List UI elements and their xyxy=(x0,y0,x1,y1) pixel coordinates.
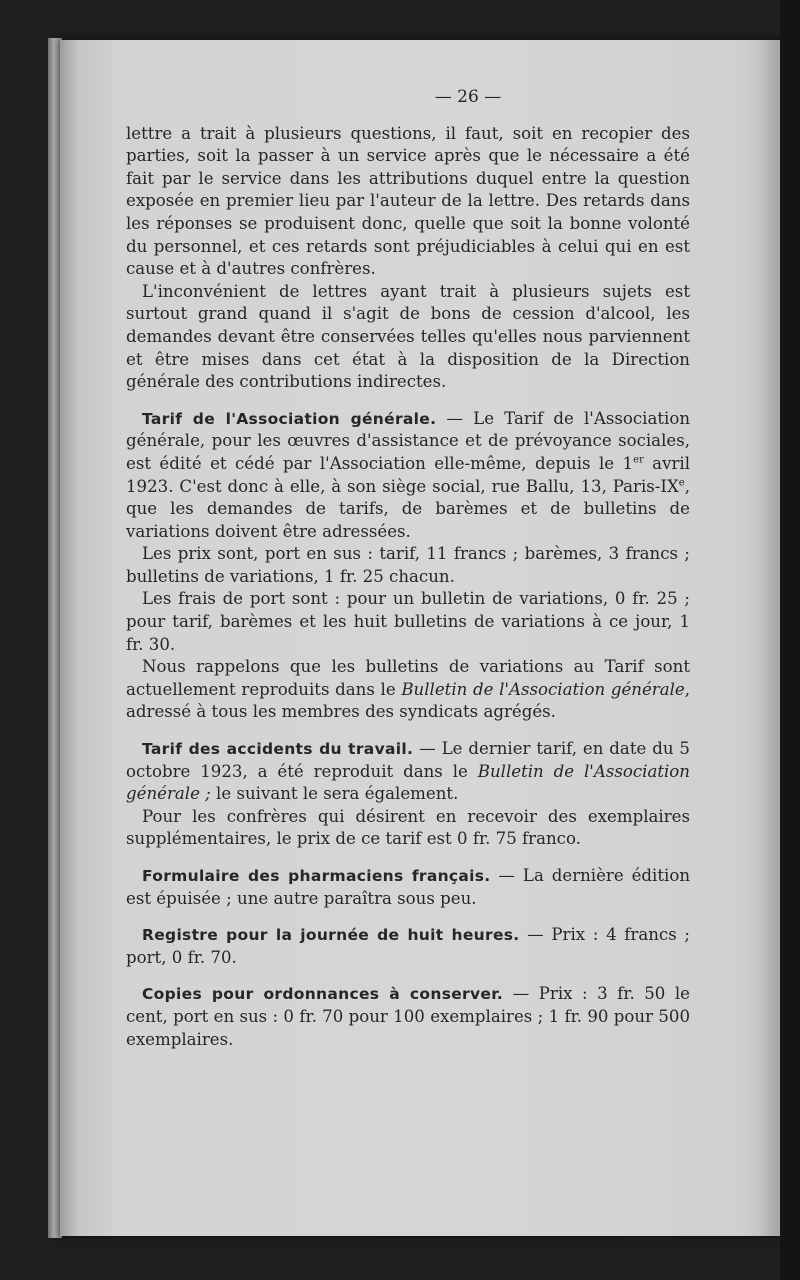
copies-heading: Copies pour ordonnances à conserver. xyxy=(142,985,504,1004)
tarif-accidents-paragraph-2: Pour les confrères qui désirent en recevoir des exemplaires supplémentaires, le prix de ce tarif est 0 fr. 75 franco. xyxy=(126,806,690,849)
section-tarif-association xyxy=(126,408,690,724)
registre-heading: Registre pour la journée de huit heures. xyxy=(142,926,520,945)
ordinal-er: er xyxy=(633,454,644,466)
bulletin-note-text-a: Nous rappelons que les bulletins de variations au Tarif sont actuellement reproduits dans le xyxy=(126,657,690,699)
tarif-accidents-paragraph-1 xyxy=(126,738,690,806)
page-number: — 26 — xyxy=(434,87,502,107)
tarif-association-shipping: Les frais de port sont : pour un bulletin de variations, 0 fr. 25 ; pour tarif, barèmes et les huit bulletins de variations à ce jour, 1 fr. 30. xyxy=(126,589,690,654)
tarif-association-paragraph-1 xyxy=(126,408,690,544)
tarif-association-prices: Les prix sont, port en sus : tarif, 11 francs ; barèmes, 3 francs ; bulletins de variations, 1 fr. 25 chacun. xyxy=(126,544,690,586)
section-tarif-accidents xyxy=(126,738,690,851)
tarif-accidents-bulletin-title: Bulletin de l'Association générale ; xyxy=(126,761,690,804)
tarif-association-bulletin-note xyxy=(126,656,690,724)
tarif-association-text-c: , que les demandes de tarifs, de barèmes et de bulletins de variations doivent être adressées. xyxy=(126,476,690,541)
section-formulaire xyxy=(126,865,690,910)
book-spine xyxy=(780,0,800,1280)
copies-text: — Prix : 3 fr. 50 le cent, port en sus : 0 fr. 70 pour 100 exemplaires ; 1 fr. 90 pour 500 exemplaires. xyxy=(126,984,690,1049)
section-copies xyxy=(126,983,690,1051)
tarif-association-text-b: avril 1923. C'est donc à elle, à son siège social, rue Ballu, 13, Paris-IX xyxy=(126,453,691,496)
formulaire-text: — La dernière édition est épuisée ; une autre paraîtra sous peu. xyxy=(126,866,691,908)
tarif-association-text-a: — Le Tarif de l'Association générale, pour les œuvres d'assistance et de prévoyance sociales, est édité et cédé par l'Association elle-même, depuis le 1 xyxy=(126,408,691,473)
formulaire-paragraph xyxy=(126,865,690,910)
registre-paragraph xyxy=(126,924,690,969)
section-registre xyxy=(126,924,690,969)
tarif-accidents-heading: Tarif des accidents du travail. xyxy=(142,740,414,759)
intro-paragraph-1: lettre a trait à plusieurs questions, il faut, soit en recopier des parties, soit la passer à un service après que le nécessaire a été fait par le service dans les attributions duquel entre la question exposée en premier lieu par l'auteur de la lettre. Des retards dans les réponses se produisent donc, quelle que soit la bonne volonté du personnel, et ces retards sont préjudiciables à celui qui en est cause et à d'autres confrères. xyxy=(126,123,690,279)
registre-text: — Prix : 4 francs ; port, 0 fr. 70. xyxy=(126,925,690,967)
copies-paragraph xyxy=(126,983,690,1051)
tarif-accidents-text-a: — Le dernier tarif, en date du 5 octobre 1923, a été reproduit dans le xyxy=(126,739,690,781)
tarif-accidents-text-b: le suivant le sera également. xyxy=(210,784,459,804)
ordinal-e: e xyxy=(678,476,685,488)
tarif-association-heading: Tarif de l'Association générale. xyxy=(142,409,437,428)
bulletin-note-text-b: , adressé à tous les membres des syndicats agrégés. xyxy=(126,679,691,722)
bulletin-title: Bulletin de l'Association générale xyxy=(401,679,685,699)
page-shadow xyxy=(758,40,782,1236)
intro-paragraph-2: L'inconvénient de lettres ayant trait à plusieurs sujets est surtout grand quand il s'agit de bons de cession d'alcool, les demandes devant être conservées telles qu'elles nous parviennent et être mises dans cet état à la disposition de la Direction générale des contributions indirectes. xyxy=(126,281,690,392)
formulaire-heading: Formulaire des pharmaciens français. xyxy=(142,867,491,885)
page-content xyxy=(126,86,690,1051)
